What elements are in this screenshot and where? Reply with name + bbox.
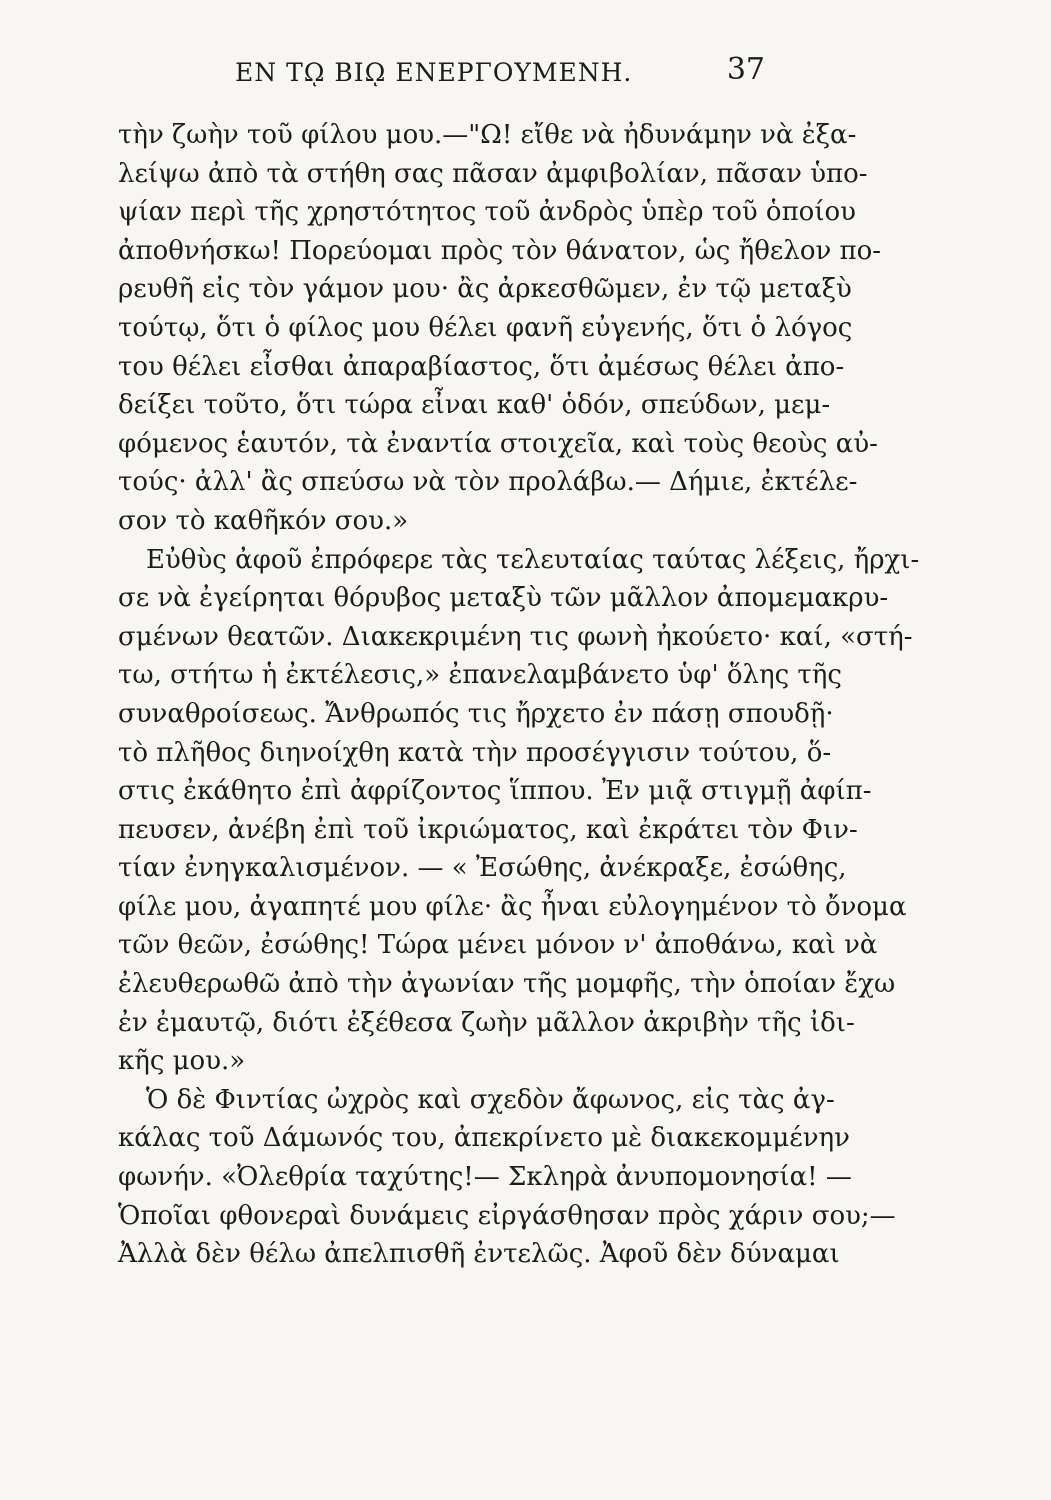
text-line: τὸ πλῆθος διηνοίχθη κατὰ τὴν προσέγγισιν τούτου, ὅ-: [118, 737, 832, 768]
text-line: δείξει τοῦτο, ὅτι τώρα εἶναι καθ' ὁδόν, σπεύδων, μεμ-: [118, 390, 831, 421]
text-line: σμένων θεατῶν. Διακεκριμένη τις φωνὴ ἠκούετο· καί, «στή-: [118, 621, 913, 652]
text-line: τὴν ζωὴν τοῦ φίλου μου.—"Ω! εἴθε νὰ ἠδυνάμην νὰ ἐξα-: [118, 120, 857, 150]
text-line: του θέλει εἶσθαι ἀπαραβίαστος, ὅτι ἀμέσως θέλει ἀπο-: [118, 351, 845, 382]
text-line: ἐν ἐμαυτῷ, διότι ἐξέθεσα ζωὴν μᾶλλον ἀκριβὴν τῆς ἰδι-: [118, 1007, 855, 1038]
text-line: ψίαν περὶ τῆς χρηστότητος τοῦ ἀνδρὸς ὑπὲρ τοῦ ὁποίου: [118, 197, 856, 228]
text-line: τούτῳ, ὅτι ὁ φίλος μου θέλει φανῆ εὐγενής, ὅτι ὁ λόγος: [118, 312, 853, 343]
body-text: [118, 116, 920, 1274]
text-line: Ἀλλὰ δὲν θέλω ἀπελπισθῆ ἐντελῶς. Ἀφοῦ δὲν δύναμαι: [118, 1239, 840, 1270]
page-number: 37: [726, 52, 765, 87]
text-line: ἀποθνήσκω! Πορεύομαι πρὸς τὸν θάνατον, ὡς ἤθελον πο-: [118, 235, 882, 266]
text-line: τῶν θεῶν, ἐσώθης! Τώρα μένει μόνον ν' ἀποθάνω, καὶ νὰ: [118, 930, 878, 961]
text-line: φίλε μου, ἀγαπητέ μου φίλε· ἂς ἦναι εὐλογημένον τὸ ὄνομα: [118, 891, 907, 922]
text-line: κάλας τοῦ Δάμωνός του, ἀπεκρίνετο μὲ διακεκομμένην: [118, 1123, 850, 1154]
text-line: κῆς μου.»: [118, 1046, 246, 1077]
text-line: ρευθῆ εἰς τὸν γάμον μου· ἂς ἀρκεσθῶμεν, ἐν τῷ μεταξὺ: [118, 274, 852, 305]
text-line: σε νὰ ἐγείρηται θόρυβος μεταξὺ τῶν μᾶλλον ἀπομεμακρυ-: [118, 583, 889, 614]
text-line: λείψω ἀπὸ τὰ στήθη σας πᾶσαν ἀμφιβολίαν, πᾶσαν ὑπο-: [118, 158, 868, 189]
text-line: πευσεν, ἀνέβη ἐπὶ τοῦ ἰκριώματος, καὶ ἐκράτει τὸν Φιν-: [118, 814, 858, 845]
text-line: φόμενος ἑαυτόν, τὰ ἐναντία στοιχεῖα, καὶ τοὺς θεοὺς αὐ-: [118, 428, 878, 459]
page-header: [235, 52, 795, 96]
text-line: σον τὸ καθῆκόν σου.»: [118, 505, 409, 536]
text-line: στις ἐκάθητο ἐπὶ ἀφρίζοντος ἵππου. Ἐν μιᾷ στιγμῇ ἀφίπ-: [118, 776, 872, 807]
text-line: φωνήν. «Ὀλεθρία ταχύτης!— Σκληρὰ ἀνυπομονησία! —: [118, 1162, 852, 1193]
text-line: Ὁποῖαι φθονεραὶ δυνάμεις εἰργάσθησαν πρὸς χάριν σου;—: [118, 1200, 896, 1231]
text-line: τούς· ἀλλ' ἂς σπεύσω νὰ τὸν προλάβω.— Δήμιε, ἐκτέλε-: [118, 467, 858, 498]
running-head: ΕΝ Τῼ ΒΙῼ ΕΝΕΡΓΟΥΜΕΝΗ.: [235, 58, 633, 87]
paragraph-start-line: Εὐθὺς ἀφοῦ ἐπρόφερε τὰς τελευταίας ταύτας λέξεις, ἤρχι-: [146, 544, 920, 575]
paragraph-start-line: Ὁ δὲ Φιντίας ὠχρὸς καὶ σχεδὸν ἄφωνος, εἰς τὰς ἀγ-: [146, 1084, 835, 1115]
text-line: τω, στήτω ἡ ἐκτέλεσις,» ἐπανελαμβάνετο ὑφ' ὅλης τῆς: [118, 660, 842, 691]
text-line: τίαν ἐνηγκαλισμένον. — « Ἐσώθης, ἀνέκραξε, ἐσώθης,: [118, 853, 847, 884]
text-line: ἐλευθερωθῶ ἀπὸ τὴν ἀγωνίαν τῆς μομφῆς, τὴν ὁποίαν ἔχω: [118, 969, 896, 1000]
text-line: συναθροίσεως. Ἄνθρωπός τις ἤρχετο ἐν πάσῃ σπουδῇ·: [118, 698, 834, 729]
